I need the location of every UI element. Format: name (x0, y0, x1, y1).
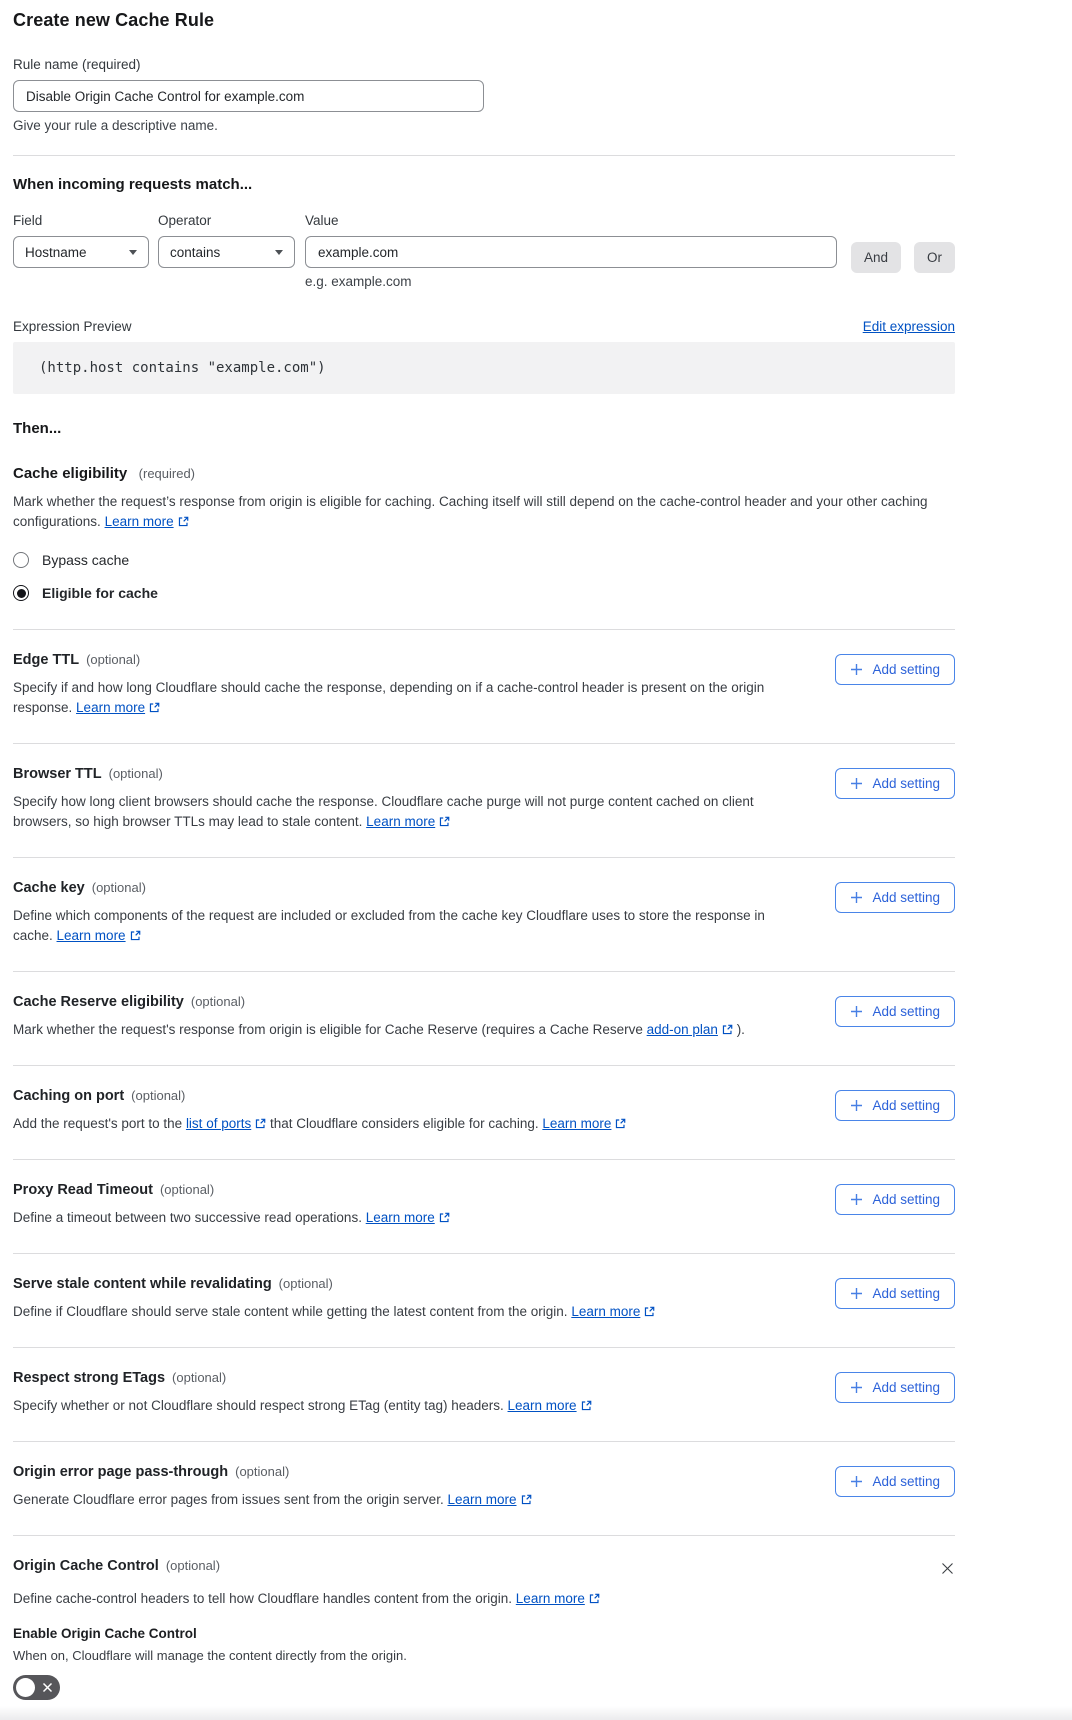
add-setting-label: Add setting (872, 890, 940, 905)
required-qualifier: (required) (138, 466, 196, 481)
setting-row-proxy-read-timeout (13, 1159, 955, 1253)
optional-qualifier: (optional) (108, 766, 163, 781)
plus-icon (850, 1475, 863, 1488)
external-link-icon (521, 1494, 532, 1505)
external-link-icon (149, 702, 160, 713)
add-setting-label: Add setting (872, 662, 940, 677)
description-text: ). (732, 1022, 745, 1037)
optional-qualifier: (optional) (159, 1182, 215, 1197)
rule-name-label: Rule name (required) (13, 57, 141, 72)
setting-row-edge-ttl (13, 629, 955, 743)
setting-text (13, 1087, 626, 1134)
add-setting-button[interactable] (835, 1278, 955, 1309)
setting-description (13, 1589, 955, 1609)
match-condition-row (13, 213, 955, 289)
setting-row-browser-ttl (13, 743, 955, 857)
optional-qualifier: (optional) (235, 1464, 290, 1479)
setting-title: Respect strong ETags (13, 1370, 166, 1386)
rule-name-input[interactable] (13, 80, 484, 112)
add-setting-button[interactable] (835, 1184, 955, 1215)
setting-title: Origin error page pass-through (13, 1464, 229, 1480)
plus-icon (850, 663, 863, 676)
plus-icon (850, 1193, 863, 1206)
origin-cache-control-panel (13, 1535, 955, 1700)
setting-row-origin-error-page-pass-through (13, 1441, 955, 1535)
setting-text (13, 765, 788, 832)
setting-row-cache-reserve-eligibility (13, 971, 955, 1065)
setting-title: Proxy Read Timeout (13, 1182, 153, 1198)
setting-description (13, 906, 788, 946)
description-text: Define cache-control headers to tell how Cloudflare handles content from the origin. (13, 1591, 516, 1606)
setting-text (13, 1181, 450, 1228)
external-link-icon (589, 1593, 600, 1604)
learn-more-link[interactable]: Learn more (76, 700, 146, 715)
external-link-icon (581, 1400, 592, 1411)
field-select-value: Hostname (25, 244, 87, 260)
description-text: Specify how long client browsers should cache the response. Cloudflare cache purge will not purge content cached on client browsers, so high browser TTLs may lead to stale content. (13, 794, 754, 829)
learn-more-link[interactable]: Learn more (542, 1116, 612, 1131)
plus-icon (850, 1005, 863, 1018)
expression-preview-label: Expression Preview (13, 319, 132, 334)
setting-row-respect-strong-etags (13, 1347, 955, 1441)
description-text: that Cloudflare considers eligible for caching. (266, 1116, 543, 1131)
x-icon (42, 1682, 53, 1693)
add-setting-button[interactable] (835, 1090, 955, 1121)
external-link-icon (722, 1024, 733, 1035)
enable-origin-cache-control-description: When on, Cloudflare will manage the content directly from the origin. (13, 1648, 407, 1663)
setting-title: Origin Cache Control (13, 1558, 159, 1574)
setting-title: Browser TTL (13, 766, 102, 782)
plus-icon (850, 1099, 863, 1112)
operator-select[interactable] (158, 236, 295, 268)
external-link-icon (615, 1118, 626, 1129)
setting-description (13, 1396, 592, 1416)
value-label: Value (305, 213, 339, 228)
optional-qualifier: (optional) (165, 1558, 221, 1573)
origin-cache-control-title-group (13, 1557, 220, 1575)
external-link-icon (439, 1212, 450, 1223)
rule-name-helper: Give your rule a descriptive name. (13, 118, 218, 133)
add-setting-label: Add setting (872, 1004, 940, 1019)
description-text: Specify if and how long Cloudflare should cache the response, depending on if a cache-control header is present on the origin response. (13, 680, 765, 715)
setting-description (13, 1208, 450, 1228)
add-setting-label: Add setting (872, 1474, 940, 1489)
enable-origin-cache-control-toggle[interactable] (13, 1675, 60, 1700)
learn-more-link[interactable]: Learn more (515, 1591, 585, 1606)
description-text: Generate Cloudflare error pages from issues sent from the origin server. (13, 1492, 448, 1507)
and-button[interactable]: And (851, 242, 901, 273)
setting-text (13, 1463, 532, 1510)
field-column (13, 213, 149, 289)
description-text: Mark whether the request’s response from origin is eligible for caching. Caching itself will still depend on the cache-control header and your other caching configurations. (13, 494, 928, 529)
description-text: Mark whether the request's response from origin is eligible for Cache Reserve (requires a Cache Reserve (13, 1022, 647, 1037)
page-title: Create new Cache Rule (13, 10, 215, 30)
setting-row-serve-stale-content (13, 1253, 955, 1347)
plus-icon (850, 1381, 863, 1394)
radio-option-bypass-cache[interactable] (13, 552, 955, 568)
learn-more-link[interactable]: Learn more (571, 1304, 641, 1319)
radio-selected-icon[interactable] (13, 585, 29, 601)
radio-label: Bypass cache (42, 552, 130, 568)
setting-description (13, 1490, 532, 1510)
plus-icon (850, 1287, 863, 1300)
radio-icon[interactable] (13, 552, 29, 568)
close-button[interactable] (936, 1557, 959, 1580)
setting-title: Cache key (13, 880, 85, 896)
description-text: Define a timeout between two successive read operations. (13, 1210, 366, 1225)
learn-more-link[interactable]: Learn more (365, 1210, 435, 1225)
external-link-icon (178, 516, 189, 527)
cache-eligibility-title: Cache eligibility (13, 465, 128, 482)
optional-qualifier: (optional) (86, 652, 141, 667)
divider (13, 155, 955, 156)
optional-qualifier: (optional) (91, 880, 146, 895)
add-setting-button[interactable] (835, 996, 955, 1027)
operator-label: Operator (158, 213, 212, 228)
add-setting-button[interactable] (835, 768, 955, 799)
origin-cache-control-header (13, 1557, 955, 1580)
external-link-icon (644, 1306, 655, 1317)
optional-qualifier: (optional) (172, 1370, 227, 1385)
cache-eligibility-description (13, 492, 955, 532)
close-icon (940, 1561, 955, 1576)
description-text: Specify whether or not Cloudflare should respect strong ETag (entity tag) headers. (13, 1398, 508, 1413)
description-text: Add the request's port to the (13, 1116, 186, 1131)
learn-more-link[interactable]: Learn more (507, 1398, 577, 1413)
add-setting-label: Add setting (872, 1286, 940, 1301)
learn-more-link[interactable]: Learn more (104, 514, 174, 529)
value-column (305, 213, 837, 289)
operator-column (158, 213, 295, 289)
toggle-knob (16, 1678, 35, 1697)
description-text: Define if Cloudflare should serve stale content while getting the latest content from the origin. (13, 1304, 572, 1319)
add-setting-label: Add setting (872, 1098, 940, 1113)
add-setting-button[interactable] (835, 1372, 955, 1403)
external-link-icon (439, 816, 450, 827)
optional-settings-list (13, 629, 955, 1700)
setting-description (13, 1302, 655, 1322)
expression-preview-header (13, 319, 955, 334)
field-select[interactable] (13, 236, 149, 268)
or-button[interactable]: Or (914, 242, 955, 273)
expression-preview-code: (http.host contains "example.com") (13, 342, 955, 394)
add-setting-label: Add setting (872, 776, 940, 791)
chevron-down-icon (129, 250, 137, 255)
setting-title: Cache Reserve eligibility (13, 994, 184, 1010)
radio-option-eligible-for-cache[interactable] (13, 585, 955, 601)
bottom-scroll-shadow (0, 1706, 1072, 1720)
optional-qualifier: (optional) (131, 1088, 186, 1103)
setting-description (13, 1020, 745, 1040)
setting-description (13, 792, 788, 832)
learn-more-link[interactable]: Learn more (366, 814, 436, 829)
plus-icon (850, 777, 863, 790)
enable-origin-cache-control-title: Enable Origin Cache Control (13, 1626, 197, 1641)
setting-text (13, 1275, 655, 1322)
operator-select-value: contains (170, 244, 221, 260)
plus-icon (850, 891, 863, 904)
external-link-icon (130, 930, 141, 941)
cache-eligibility-header (13, 465, 955, 483)
and-or-buttons (851, 213, 955, 289)
optional-qualifier: (optional) (190, 994, 246, 1009)
setting-row-caching-on-port (13, 1065, 955, 1159)
setting-text (13, 651, 788, 718)
add-on-plan-link[interactable]: add-on plan (646, 1022, 718, 1037)
external-link-icon (255, 1118, 266, 1129)
setting-title: Edge TTL (13, 652, 80, 668)
setting-text (13, 1369, 592, 1416)
setting-row-cache-key (13, 857, 955, 971)
add-setting-button[interactable] (835, 1466, 955, 1497)
field-label: Field (13, 213, 43, 228)
add-setting-label: Add setting (872, 1192, 940, 1207)
setting-text (13, 879, 788, 946)
value-input[interactable] (305, 236, 837, 268)
add-setting-button[interactable] (835, 882, 955, 913)
value-helper: e.g. example.com (305, 274, 412, 289)
chevron-down-icon (275, 250, 283, 255)
optional-qualifier: (optional) (278, 1276, 333, 1291)
edit-expression-link[interactable]: Edit expression (862, 319, 955, 334)
match-heading: When incoming requests match... (13, 176, 253, 193)
setting-title: Caching on port (13, 1088, 125, 1104)
add-setting-label: Add setting (872, 1380, 940, 1395)
description-text: Define which components of the request are included or excluded from the cache key Cloudflare uses to store the response in cache. (13, 908, 765, 943)
radio-label: Eligible for cache (42, 585, 158, 601)
add-setting-button[interactable] (835, 654, 955, 685)
setting-description (13, 1114, 626, 1134)
list-of-ports-link[interactable]: list of ports (185, 1116, 252, 1131)
then-heading: Then... (13, 420, 62, 437)
learn-more-link[interactable]: Learn more (447, 1492, 517, 1507)
learn-more-link[interactable]: Learn more (56, 928, 126, 943)
setting-text (13, 993, 745, 1040)
setting-description (13, 678, 788, 718)
setting-title: Serve stale content while revalidating (13, 1276, 272, 1292)
